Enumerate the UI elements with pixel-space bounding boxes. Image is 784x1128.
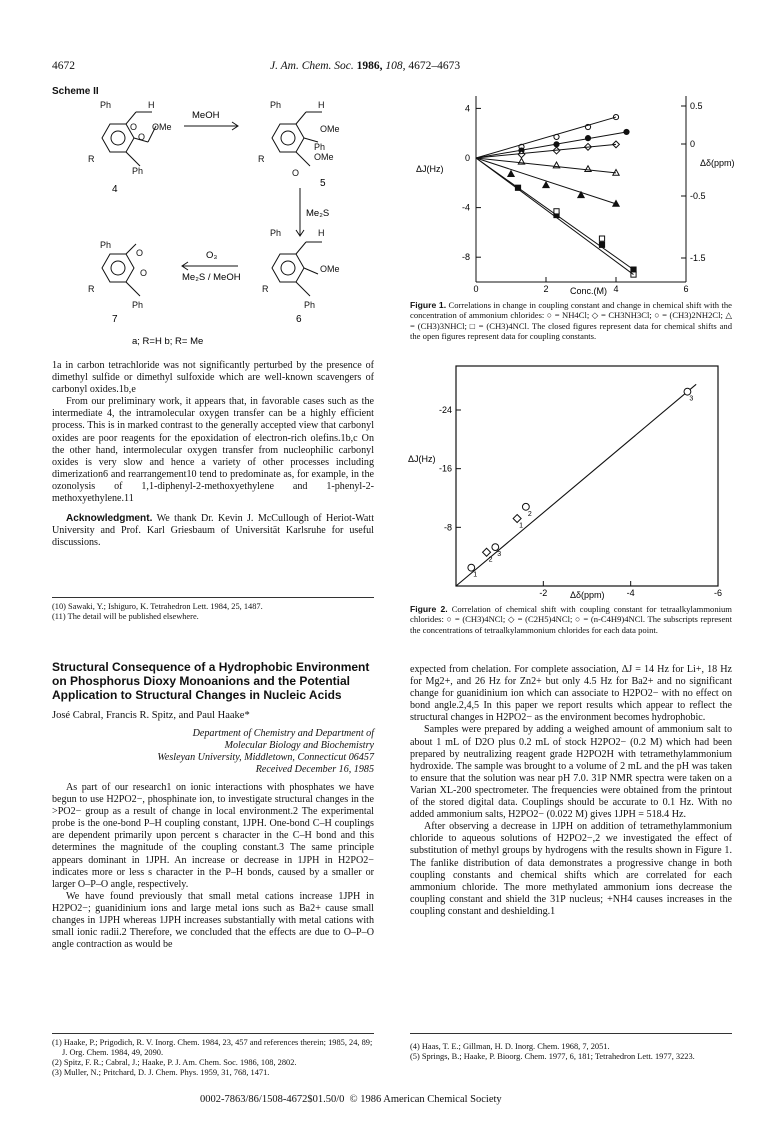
paragraph: expected from chelation. For complete association, ΔJ = 14 Hz for Li+, 18 Hz for Mg2+, and 26 Hz for Zn2+ but only 4.5 Hz for Ba2+ and no significant change for guanidinium ion which can associate to H2PO2− with no effect on bond angle.2,4,5 In this paper we report results which appear to reflect the structural changes in H2PO2− as the environment becomes hydrophobic. bbox=[410, 664, 732, 724]
scheme-diagram bbox=[52, 96, 382, 354]
x-tick-label: 0 bbox=[473, 284, 479, 294]
left-column-text bbox=[52, 360, 374, 549]
x-axis-label: Δδ(ppm) bbox=[570, 590, 605, 600]
paragraph: As part of our research1 on ionic interactions with phosphates we have begun to use H2PO2−, phosphinate ion, to investigate structural changes in the >PO2− group as a result of change in local environment.2 The experimental probe is the one-bond P–H coupling constant, 1JPH. One-bond C–H couplings are dependent primarily upon percent s character in the C–H bond and this determines the magnitude of the coupling constant.3 The same principle appears dominant in 1JPH. An increase or decrease in 1JPH in H2PO2− indicates more or less s character in the P–H bonds, caused by a smaller or larger O–P–O angle, respectively. bbox=[52, 782, 374, 890]
caption-head: Figure 1. bbox=[410, 300, 447, 310]
x-tick-label: 2 bbox=[543, 284, 549, 294]
paragraph: After observing a decrease in 1JPH on addition of tetramethylammonium chloride to aqueous solutions of H2PO2−,2 we investigated the effect of substitution of methyl groups by hydrogens with the results shown in Figure 1. The fanlike distribution of data demonstrates a progressive change in both coupling constants and chemical shifts which are correlated for each ammonium chloride. The more methylated ammonium ions decrease the coupling constant and shield the 31P nucleus; +NH4 causes increases in the coupling constant and deshielding.1 bbox=[410, 821, 732, 917]
scheme-footnote: a; R=H b; R= Me bbox=[132, 336, 204, 347]
footnote: (1) Haake, P.; Prigodich, R. V. Inorg. Chem. 1984, 23, 457 and references therein; 1985, 24, 89; J. Org. Chem. 1984, 49, 2090. bbox=[52, 1038, 373, 1057]
article-body-left bbox=[52, 782, 374, 951]
x-tick-label: -2 bbox=[539, 588, 548, 598]
series-line bbox=[476, 158, 634, 275]
point-subscript: 3 bbox=[497, 551, 502, 559]
svg-text:O: O bbox=[138, 132, 146, 142]
series-line bbox=[476, 158, 616, 173]
figure-1-caption bbox=[410, 300, 732, 341]
data-point bbox=[543, 182, 549, 188]
compound-5-label: 5 bbox=[320, 178, 326, 189]
footnote: (3) Muller, N.; Pritchard, D. J. Chem. Phys. 1959, 31, 768, 1471. bbox=[52, 1068, 270, 1077]
caption-text: Correlation of chemical shift with coupling constant for tetraalkylammonium chlorides: ○ = (CH3)4NCl; ◇ = (C2H5)4NCl; ○ = (n-C4H9)4NCl. The subscripts represent the concentrations of tetraalkylammonium chlorides for each data point. bbox=[410, 604, 732, 635]
svg-text:Ph: Ph bbox=[314, 142, 326, 152]
svg-text:O: O bbox=[130, 122, 138, 132]
benzene-ring-6 bbox=[272, 254, 304, 282]
footnote: (2) Spitz, F. R.; Cabral, J.; Haake, P. J. Am. Chem. Soc. 1986, 108, 2802. bbox=[52, 1058, 297, 1067]
affiliation bbox=[52, 728, 374, 776]
received-date: Received December 16, 1985 bbox=[255, 764, 374, 775]
series-line bbox=[476, 158, 616, 204]
paragraph: 1a in carbon tetrachloride was not significantly perturbed by the presence of dimethyl sulfide or dimethyl sulfoxide which are well-known scavengers of carbonyl oxides.1b,e bbox=[52, 360, 374, 396]
caption-head: Figure 2. bbox=[410, 604, 448, 614]
svg-text:Ph: Ph bbox=[270, 100, 282, 110]
data-point bbox=[599, 242, 604, 247]
svg-text:Ph: Ph bbox=[100, 100, 112, 110]
y-tick-label: -24 bbox=[438, 405, 452, 415]
paragraph: We have found previously that small metal cations increase 1JPH in H2PO2−; guanidinium ions and large metal ions such as Ba2+ cause small changes in 1JPH whereas 1JPH increases substantially with metal cations with small ionic radii.2 Therefore, we concluded that the effects are due to O–P–O angle contraction as would be bbox=[52, 890, 374, 951]
journal-year: 1986, bbox=[356, 60, 383, 72]
y-tick-label: -4 bbox=[461, 202, 470, 213]
svg-text:R: R bbox=[262, 284, 269, 294]
journal-volume: 108, bbox=[385, 60, 406, 72]
paragraph: Samples were prepared by adding a weighed amount of ammonium salt to about 1 mL of D2O plus 0.2 mL of stock H2PO2− (0.2 M) which had been prepared by neutralizing reagent grade H2PO2H with tetramethylammonium hydroxide. The sample was brought to a volume of 2 mL and the pH was taken to ensure that the solution was near pH 7.0. 31P NMR spectra were taken on a Varian XL-200 spectrometer. The frequencies were obtained from the printout of the stored digital data. Couplings should be accurate to 0.1 Hz. With no added ammonium salts, H2PO2− (0.022 M) gives 1JPH = 518.4 Hz. bbox=[410, 724, 732, 821]
caption-text: Correlations in change in coupling constant and change in chemical shift with the concentration of ammonium chlorides: ○ = NH4Cl; ◇ = CH3NH3Cl; ○ = (CH3)2NH2Cl; △ = (CH3)3NHCl; □ = (CH3)4NCl. The closed figures represent data for chemical shifts and the open figures represent data for coupling constants. bbox=[410, 300, 732, 341]
x-tick-label: -4 bbox=[626, 588, 635, 598]
y-tick-label: -8 bbox=[461, 252, 470, 263]
data-point bbox=[599, 236, 604, 241]
benzene-ring-5 bbox=[272, 124, 304, 152]
figure-2-chart bbox=[400, 360, 730, 600]
series-line bbox=[476, 158, 634, 270]
copyright-line: 0002-7863/86/1508-4672$01.50/0 © 1986 American Chemical Society bbox=[200, 1094, 502, 1105]
svg-text:OMe: OMe bbox=[152, 122, 172, 132]
svg-text:R: R bbox=[88, 284, 95, 294]
figure-1-chart bbox=[400, 86, 735, 296]
svg-text:Ph: Ph bbox=[270, 228, 282, 238]
data-point bbox=[585, 166, 591, 172]
affiliation-line: Department of Chemistry and Department of bbox=[192, 728, 374, 739]
data-point bbox=[513, 515, 521, 523]
data-point bbox=[468, 564, 475, 571]
series-line bbox=[476, 144, 616, 158]
paragraph: From our preliminary work, it appears that, in favorable cases such as the intermediate 4, the intramolecular oxygen transfer can be a highly efficient process. This is in marked contrast to the generally accepted view that carbonyl oxides are poor reagents for the epoxidation of electron-rich olefins.1b,c On the other hand, intermolecular oxygen transfer from nucleophilic carbonyl oxides is very slow and hence a variety of other processes including dimerization6 and rearrangement10 tend to predominate as, for example, in the ozonolysis of 1,1-diphenyl-2-methoxyethylene and 1-phenyl-2-methoxyethylene.11 bbox=[52, 396, 374, 505]
journal-name: J. Am. Chem. Soc. bbox=[270, 60, 354, 72]
svg-text:O: O bbox=[292, 168, 300, 178]
y-tick-label: 4 bbox=[464, 103, 470, 114]
data-point bbox=[684, 388, 691, 395]
y2-tick-label: -0.5 bbox=[690, 191, 706, 201]
y-axis-label: ΔJ(Hz) bbox=[408, 454, 436, 464]
y2-tick-label: 0 bbox=[690, 139, 696, 149]
svg-text:OMe: OMe bbox=[320, 264, 340, 274]
compound-6-label: 6 bbox=[296, 314, 302, 325]
svg-text:OMe: OMe bbox=[314, 152, 334, 162]
affiliation-line: Wesleyan University, Middletown, Connecticut 06457 bbox=[157, 752, 374, 763]
reagent-o3: O₃ bbox=[206, 250, 218, 261]
svg-text:R: R bbox=[88, 154, 95, 164]
svg-text:O: O bbox=[136, 248, 144, 258]
compound-4-label: 4 bbox=[112, 184, 118, 195]
footnote-rule bbox=[52, 597, 374, 598]
running-header bbox=[270, 60, 460, 72]
authors: José Cabral, Francis R. Spitz, and Paul Haake* bbox=[52, 710, 250, 721]
y-tick-label: -16 bbox=[438, 463, 452, 474]
x-tick-label: 4 bbox=[613, 284, 619, 294]
x-axis-label: Conc.(M) bbox=[570, 286, 608, 296]
data-point bbox=[508, 171, 514, 177]
ack-heading: Acknowledgment. bbox=[66, 513, 153, 525]
svg-text:Ph: Ph bbox=[304, 300, 316, 310]
footnotes-right bbox=[410, 1042, 732, 1062]
point-subscript: 1 bbox=[473, 571, 478, 579]
reagent-meoh: MeOH bbox=[192, 110, 220, 121]
data-point bbox=[492, 544, 499, 551]
x-tick-label: 6 bbox=[683, 284, 689, 294]
page-number: 4672 bbox=[52, 60, 75, 72]
footnotes-top bbox=[52, 602, 374, 622]
footnote: (5) Springs, B.; Haake, P. Bioorg. Chem. 1977, 6, 181; Tetrahedron Lett. 1977, 3223. bbox=[410, 1052, 695, 1061]
compound-7-label: 7 bbox=[112, 314, 118, 325]
scheme-title: Scheme II bbox=[52, 86, 99, 97]
svg-text:H: H bbox=[148, 100, 155, 110]
data-point bbox=[522, 503, 529, 510]
svg-text:Ph: Ph bbox=[132, 166, 144, 176]
footnote-rule bbox=[410, 1033, 732, 1034]
point-subscript: 1 bbox=[519, 522, 524, 530]
svg-text:H: H bbox=[318, 228, 325, 238]
y2-tick-label: 0.5 bbox=[690, 101, 703, 111]
aromatic-circle-4 bbox=[111, 131, 125, 145]
y-tick-label: 0 bbox=[464, 153, 470, 163]
affiliation-line: Molecular Biology and Biochemistry bbox=[224, 740, 374, 751]
reagent-me2s-meoh: Me₂S / MeOH bbox=[182, 272, 241, 283]
svg-text:O: O bbox=[140, 268, 148, 278]
svg-text:Ph: Ph bbox=[100, 240, 112, 250]
x-tick-label: -6 bbox=[713, 588, 723, 598]
acknowledgment bbox=[52, 513, 374, 549]
y2-axis-label: Δδ(ppm) bbox=[700, 158, 735, 168]
article-body-right bbox=[410, 664, 732, 918]
figure-2-caption bbox=[410, 604, 732, 635]
footnote-rule bbox=[52, 1033, 374, 1034]
svg-text:Ph: Ph bbox=[132, 300, 144, 310]
point-subscript: 2 bbox=[527, 510, 532, 518]
article-title: Structural Consequence of a Hydrophobic Environment on Phosphorus Dioxy Monoanions and the Potential Application to Structural Changes in Nucleic Acids bbox=[52, 660, 370, 702]
y-axis-label: ΔJ(Hz) bbox=[416, 164, 444, 174]
ack-text: We thank Dr. Kevin J. McCullough of Heriot-Watt University and Prof. Karl Griesbaum of Universität Karlsruhe for useful discussions. bbox=[52, 513, 374, 549]
journal-pages: 4672–4673 bbox=[408, 60, 461, 72]
svg-text:H: H bbox=[318, 100, 325, 110]
footnote: (10) Sawaki, Y.; Ishiguro, K. Tetrahedron Lett. 1984, 25, 1487. bbox=[52, 602, 263, 611]
y-tick-label: -8 bbox=[443, 522, 452, 533]
svg-text:OMe: OMe bbox=[320, 124, 340, 134]
footnotes-left bbox=[52, 1038, 374, 1078]
y2-tick-label: -1.5 bbox=[690, 253, 706, 263]
point-subscript: 3 bbox=[689, 395, 694, 403]
footnote: (11) The detail will be published elsewhere. bbox=[52, 612, 199, 621]
point-subscript: 2 bbox=[488, 556, 493, 564]
benzene-ring-7 bbox=[102, 254, 134, 282]
svg-text:R: R bbox=[258, 154, 265, 164]
reagent-me2s: Me₂S bbox=[306, 208, 330, 219]
data-point bbox=[483, 548, 491, 556]
footnote: (4) Haas, T. E.; Gillman, H. D. Inorg. Chem. 1968, 7, 2051. bbox=[410, 1042, 610, 1051]
